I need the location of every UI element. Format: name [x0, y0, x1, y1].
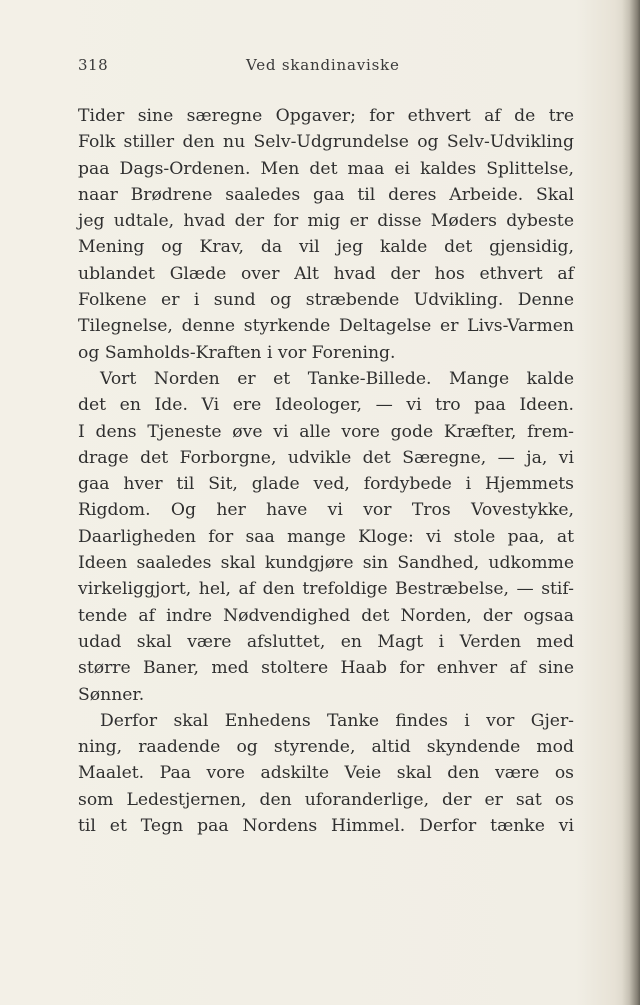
text-line: Tilegnelse, denne styrkende Deltagelse er Livs-Varmen: [78, 316, 574, 337]
text-line: Vort Norden er et Tanke-Billede. Mange kalde: [100, 368, 574, 389]
text-line: paa Dags-Ordenen. Men det maa ei kaldes Splittelse,: [78, 158, 574, 179]
text-line: Tider sine særegne Opgaver; for ethvert af de tre: [78, 106, 574, 126]
text-line: ning, raadende og styrende, altid skyndende mod: [78, 737, 574, 758]
text-line: det en Ide. Vi ere Ideologer, — vi tro paa Ideen.: [78, 395, 574, 416]
text-line: ublandet Glæde over Alt hvad der hos ethvert af: [78, 263, 574, 284]
text-line: og Samholds-Kraften i vor Forening.: [78, 342, 396, 363]
text-line: gaa hver til Sit, glade ved, fordybede i Hjemmets: [78, 474, 574, 495]
text-line: som Ledestjernen, den uforanderlige, der er sat os: [78, 789, 574, 810]
page-edge-shadow: [622, 0, 640, 1005]
text-line: Folk stiller den nu Selv-Udgrundelse og Selv-Udvikling: [78, 132, 574, 153]
text-line: til et Tegn paa Nordens Himmel. Derfor tænke vi: [78, 816, 574, 837]
text-line: Rigdom. Og her have vi vor Tros Vovestykke,: [78, 500, 574, 521]
text-line: drage det Forborgne, udvikle det Særegne, — ja, vi: [78, 447, 574, 468]
page-header: [78, 56, 574, 80]
text-line: Ideen saaledes skal kundgjøre sin Sandhed, udkomme: [78, 553, 574, 574]
text-line: Derfor skal Enhedens Tanke findes i vor Gjer-: [100, 710, 574, 731]
running-head: Ved skandinaviske: [246, 56, 400, 74]
text-line: større Baner, med stoltere Haab for enhver af sine: [78, 658, 574, 679]
text-line: Sønner.: [78, 684, 145, 705]
text-line: udad skal være afsluttet, en Magt i Verden med: [78, 631, 574, 652]
text-line: tende af indre Nødvendighed det Norden, der ogsaa: [78, 605, 574, 626]
body-text: [78, 103, 574, 839]
text-line: I dens Tjeneste øve vi alle vore gode Kræfter, frem-: [78, 421, 574, 442]
page-number: 318: [78, 56, 109, 74]
text-line: Folkene er i sund og stræbende Udvikling. Denne: [78, 290, 574, 311]
text-line: naar Brødrene saaledes gaa til deres Arbeide. Skal: [78, 184, 574, 205]
text-line: Maalet. Paa vore adskilte Veie skal den være os: [78, 763, 574, 784]
text-line: jeg udtale, hvad der for mig er disse Møders dybeste: [78, 211, 574, 232]
text-line: Daarligheden for saa mange Kloge: vi stole paa, at: [78, 526, 574, 547]
text-line: virkeliggjort, hel, af den trefoldige Bestræbelse, — stif-: [78, 579, 574, 600]
text-line: Mening og Krav, da vil jeg kalde det gjensidig,: [78, 237, 574, 258]
